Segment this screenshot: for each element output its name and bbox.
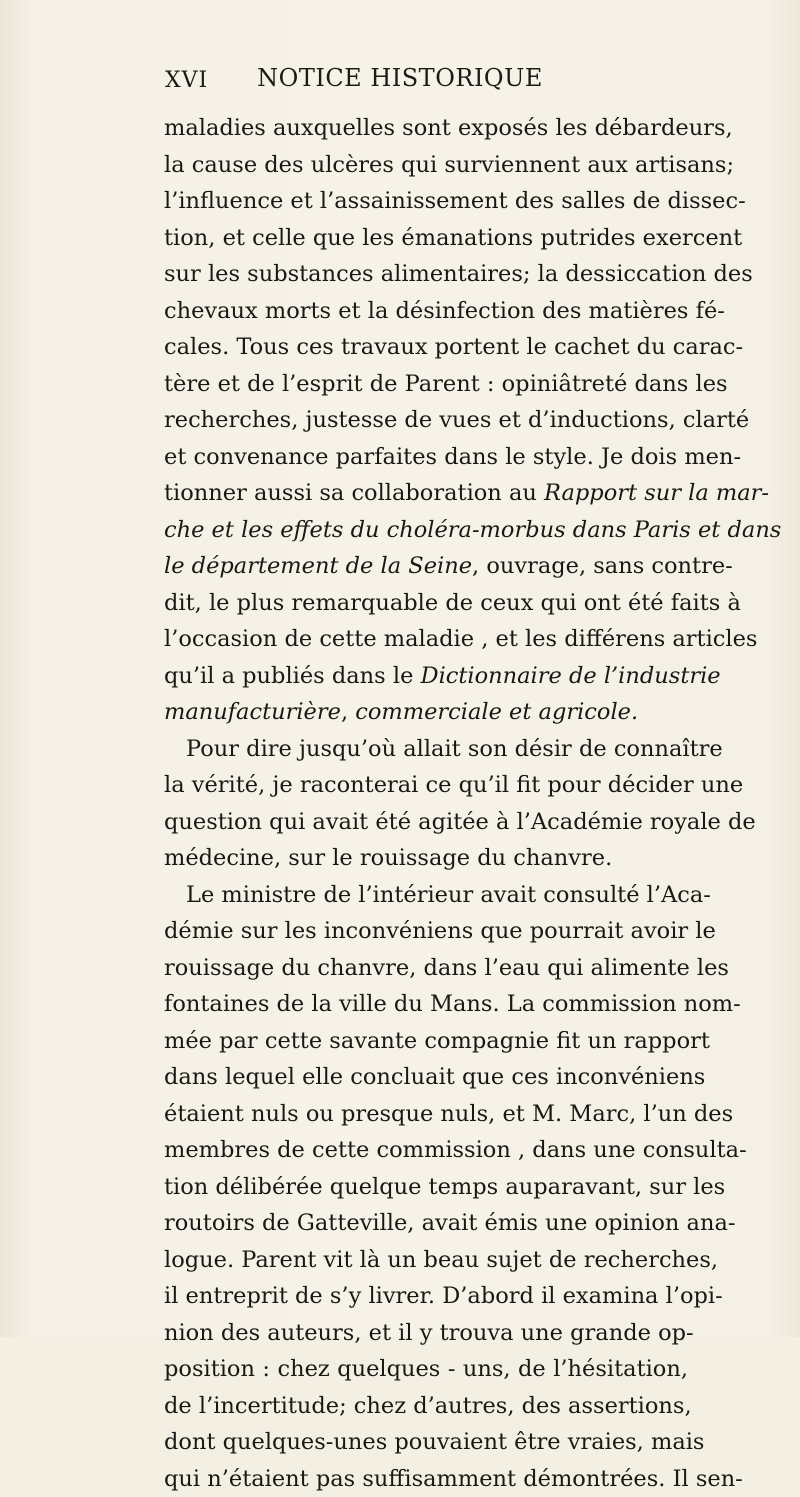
text-line: étaient nuls ou presque nuls, et M. Marc, l’un des: [164, 1096, 688, 1133]
text-line: démie sur les inconvéniens que pourrait avoir le: [164, 913, 688, 950]
text-line: fontaines de la ville du Mans. La commission nom-: [164, 986, 688, 1023]
text-line: question qui avait été agitée à l’Académie royale de: [164, 804, 688, 841]
text-line: l’occasion de cette maladie , et les différens articles: [164, 621, 688, 658]
text-run: qu’il a publiés dans le: [164, 663, 421, 689]
text-run: ,: [341, 699, 355, 725]
italic-title: manufacturière: [164, 699, 341, 725]
text-line: médecine, sur le rouissage du chanvre.: [164, 840, 688, 877]
text-line: tion, et celle que les émanations putrides exercent: [164, 220, 688, 257]
text-line: recherches, justesse de vues et d’inductions, clarté: [164, 402, 688, 439]
text-line: qui n’étaient pas suffisamment démontrées. Il sen-: [164, 1461, 688, 1497]
text-line: tère et de l’esprit de Parent : opiniâtreté dans les: [164, 366, 688, 403]
text-line: cales. Tous ces travaux portent le cachet du carac-: [164, 329, 688, 366]
text-line: la cause des ulcères qui surviennent aux artisans;: [164, 147, 688, 184]
text-line: tion délibérée quelque temps auparavant, sur les: [164, 1169, 688, 1206]
text-line: de l’incertitude; chez d’autres, des assertions,: [164, 1388, 688, 1425]
text-line: routoirs de Gatteville, avait émis une opinion ana-: [164, 1205, 688, 1242]
italic-title: le département de la Seine: [164, 553, 472, 579]
text-line: nion des auteurs, et il y trouva une grande op-: [164, 1315, 688, 1352]
italic-title: Dictionnaire de l’industrie: [421, 663, 721, 689]
text-line: dont quelques-unes pouvaient être vraies, mais: [164, 1424, 688, 1461]
text-line: Pour dire jusqu’où allait son désir de connaître: [164, 731, 688, 768]
text-line: Le ministre de l’intérieur avait consulté l’Aca-: [164, 877, 688, 914]
text-line: [164, 512, 688, 549]
text-line: position : chez quelques - uns, de l’hésitation,: [164, 1351, 688, 1388]
text-line: mée par cette savante compagnie fit un rapport: [164, 1023, 688, 1060]
text-line: [164, 548, 688, 585]
text-line: dit, le plus remarquable de ceux qui ont été faits à: [164, 585, 688, 622]
text-line: [164, 475, 688, 512]
running-title: NOTICE HISTORIQUE: [0, 64, 800, 92]
text-line: [164, 694, 688, 731]
text-line: maladies auxquelles sont exposés les débardeurs,: [164, 110, 688, 147]
text-line: logue. Parent vit là un beau sujet de recherches,: [164, 1242, 688, 1279]
text-run: , ouvrage, sans contre-: [472, 553, 733, 579]
running-head: [0, 64, 800, 100]
text-line: dans lequel elle concluait que ces inconvéniens: [164, 1059, 688, 1096]
text-line: membres de cette commission , dans une consulta-: [164, 1132, 688, 1169]
text-line: sur les substances alimentaires; la dessiccation des: [164, 256, 688, 293]
text-run: tionner aussi sa collaboration au: [164, 480, 544, 506]
text-line: il entreprit de s’y livrer. D’abord il examina l’opi-: [164, 1278, 688, 1315]
text-line: [164, 658, 688, 695]
text-line: chevaux morts et la désinfection des matières fé-: [164, 293, 688, 330]
italic-title: che et les effets du choléra-morbus dans Paris et dans: [164, 517, 781, 543]
text-line: rouissage du chanvre, dans l’eau qui alimente les: [164, 950, 688, 987]
text-line: et convenance parfaites dans le style. Je dois men-: [164, 439, 688, 476]
body-text: [164, 110, 688, 1497]
italic-title: Rapport sur la mar-: [544, 480, 769, 506]
text-line: la vérité, je raconterai ce qu’il fit pour décider une: [164, 767, 688, 804]
page-number: XVI: [165, 68, 208, 93]
text-line: l’influence et l’assainissement des salles de dissec-: [164, 183, 688, 220]
italic-title: commerciale et agricole.: [355, 699, 638, 725]
